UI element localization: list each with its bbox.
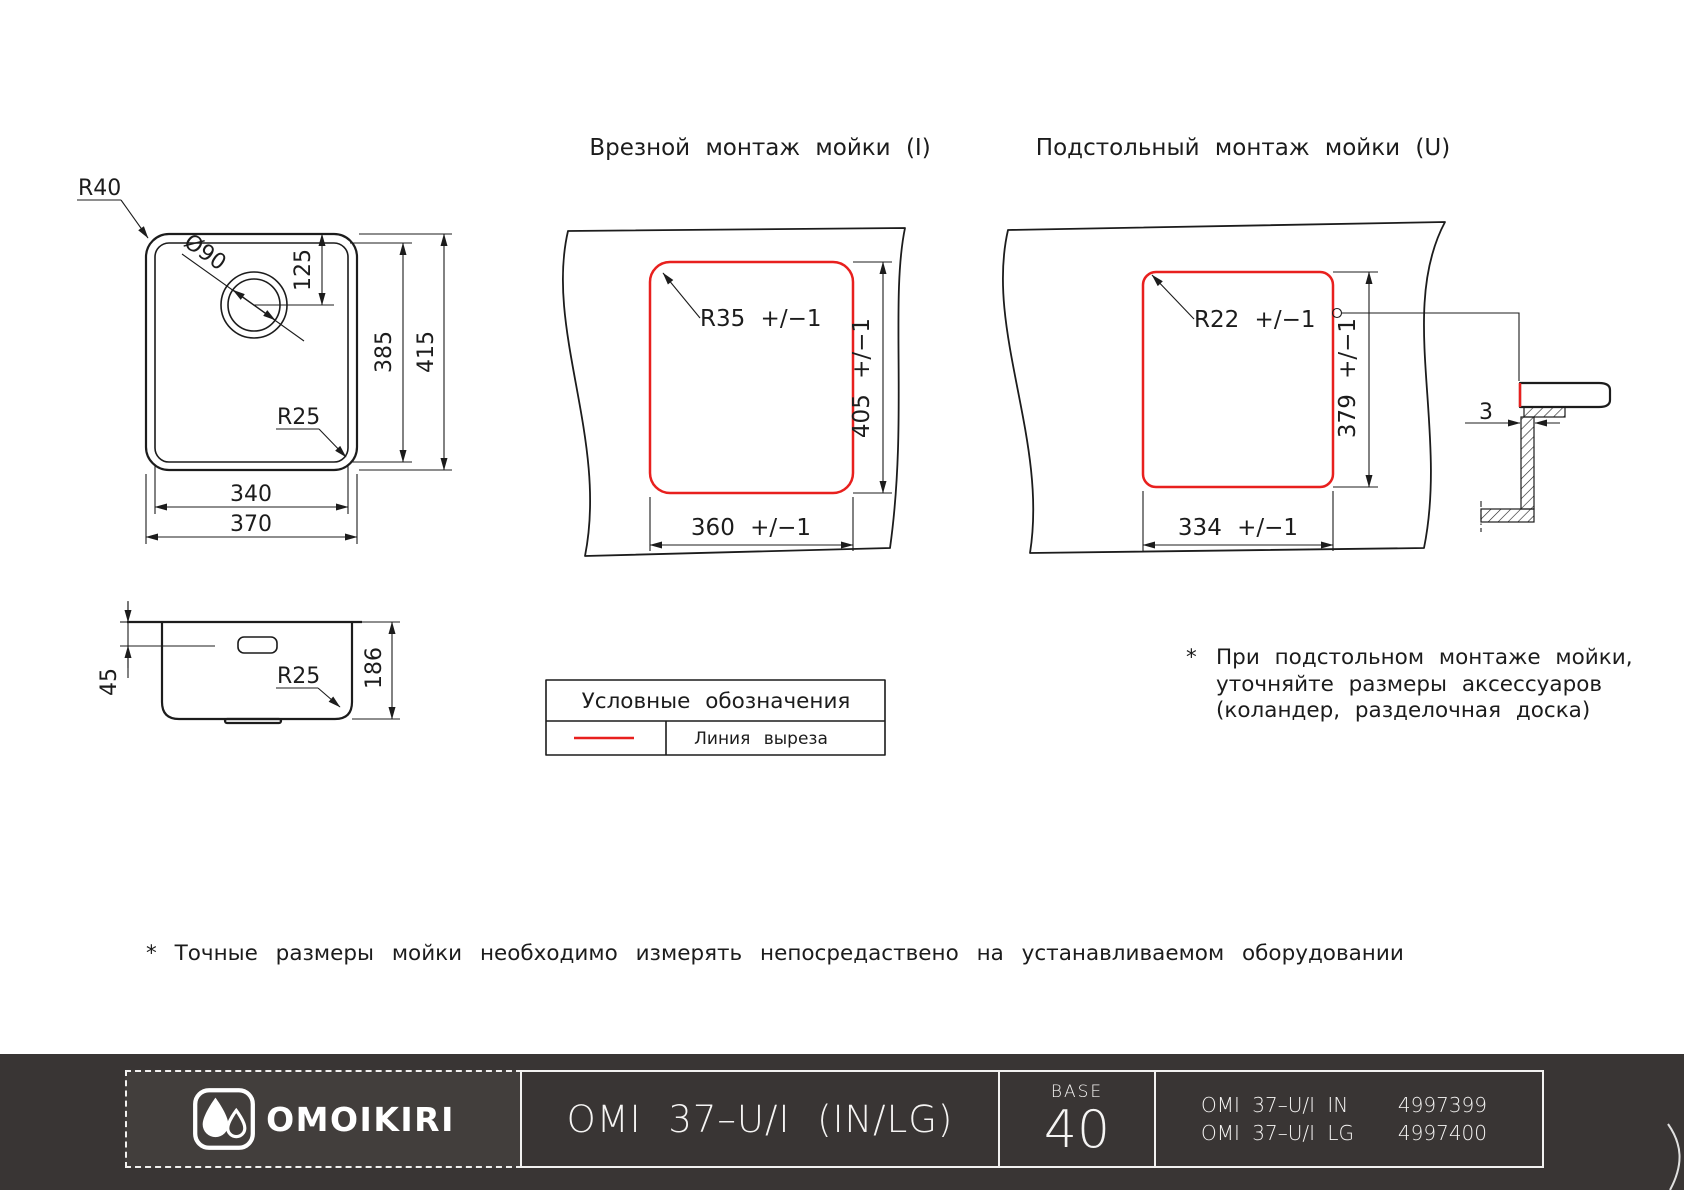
profile-detail bbox=[1465, 383, 1610, 532]
legend-box bbox=[546, 680, 885, 755]
undermount-width-label: 334 +/−1 bbox=[1177, 515, 1299, 541]
plan-view bbox=[77, 176, 452, 544]
flush-width-label: 360 +/−1 bbox=[690, 515, 812, 541]
brand-name: OMOIKIRI bbox=[266, 1099, 455, 1139]
product-row bbox=[1201, 1121, 1487, 1145]
legend-title: Условные обозначения bbox=[581, 689, 851, 714]
flush-height-label: 405 +/−1 bbox=[849, 317, 875, 439]
brand-cell bbox=[125, 1070, 522, 1168]
undermount-height-label: 379 +/−1 bbox=[1335, 317, 1361, 439]
flush-cut-line bbox=[650, 262, 853, 493]
plan-inner-radius-label: R25 bbox=[277, 405, 321, 430]
product-code: 4997399 bbox=[1397, 1093, 1487, 1117]
plan-inner-width-label: 340 bbox=[230, 482, 272, 507]
undermount-cut-line bbox=[1143, 272, 1333, 487]
model-cell bbox=[520, 1070, 1000, 1168]
model-title: OMI 37–U/I (IN/LG) bbox=[566, 1097, 954, 1141]
base-value: 40 bbox=[1043, 1100, 1111, 1160]
note-asterisk: * bbox=[1186, 645, 1197, 670]
title-block-bar bbox=[0, 1054, 1684, 1190]
undermount-title: Подстольный монтаж мойки (U) bbox=[1035, 135, 1451, 161]
flush-mount-view bbox=[563, 135, 931, 556]
flush-radius-label: R35 +/−1 bbox=[700, 306, 822, 332]
base-label: BASE bbox=[1050, 1082, 1104, 1102]
undermount-note bbox=[1186, 645, 1633, 723]
product-model: OMI 37–U/I LG bbox=[1201, 1121, 1354, 1145]
undermount-view bbox=[1003, 135, 1519, 553]
product-model: OMI 37–U/I IN bbox=[1201, 1093, 1349, 1117]
plan-inner-height-label: 385 bbox=[372, 331, 397, 373]
product-code: 4997400 bbox=[1397, 1121, 1487, 1145]
plan-outer-width-label: 370 bbox=[230, 512, 272, 537]
base-cell bbox=[998, 1070, 1156, 1168]
product-row bbox=[1201, 1093, 1487, 1117]
flush-mount-title: Врезной монтаж мойки (I) bbox=[589, 135, 931, 161]
side-view bbox=[97, 601, 400, 723]
omoikiri-logo-icon bbox=[192, 1087, 256, 1151]
side-bottom-radius-label: R25 bbox=[277, 664, 321, 689]
plan-drain-offset-label: 125 bbox=[291, 249, 316, 291]
footer-decorative-curve bbox=[1644, 1054, 1684, 1190]
side-overflow-offset-label: 45 bbox=[97, 668, 122, 696]
undermount-radius-label: R22 +/−1 bbox=[1194, 307, 1316, 333]
note-line-1: При подстольном монтаже мойки, bbox=[1216, 645, 1633, 670]
codes-cell bbox=[1154, 1070, 1544, 1168]
title-block bbox=[125, 1070, 1550, 1168]
plan-outer-height-label: 415 bbox=[414, 331, 439, 373]
plan-outer-radius-label: R40 bbox=[78, 176, 122, 201]
profile-gap-label: 3 bbox=[1479, 400, 1493, 425]
note-line-2: уточняйте размеры аксессуаров bbox=[1216, 672, 1603, 697]
bottom-note: * Точные размеры мойки необходимо измерять непосредаствено на устанавливаемом оборудовании bbox=[146, 941, 1404, 966]
note-line-3: (коландер, разделочная доска) bbox=[1216, 698, 1591, 723]
side-depth-label: 186 bbox=[362, 647, 387, 689]
legend-cut-line-label: Линия выреза bbox=[694, 729, 828, 749]
plan-drain-diameter-label: Ø90 bbox=[179, 229, 231, 277]
